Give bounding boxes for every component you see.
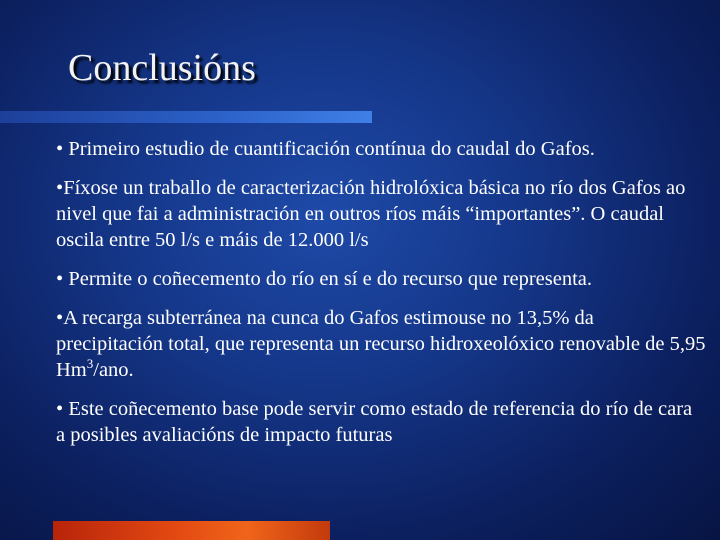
bullet-item [56, 266, 706, 292]
bullet-item [56, 305, 706, 383]
bullet-marker: • [56, 138, 64, 160]
bullet-text-main: A recarga subterránea na cunca do Gafos estimouse no 13,5% da precipitación total, que representa un recurso hidroxeolóxico renovable de 5,95 Hm [56, 307, 706, 381]
title-underline-bar [0, 111, 372, 123]
slide-title: Conclusións [68, 47, 256, 89]
bullet-marker: • [56, 177, 64, 199]
footer-accent-bar [53, 521, 330, 540]
bullet-marker: • [56, 398, 64, 420]
bullet-item [56, 175, 706, 253]
bullet-item [56, 396, 706, 448]
bullet-text: Permite o coñecemento do río en sí e do recurso que representa. [63, 268, 593, 290]
bullet-list [56, 136, 706, 448]
bullet-marker: • [56, 268, 64, 290]
bullet-text: Fíxose un traballo de caracterización hidrolóxica básica no río dos Gafos ao nivel que fai a administración en outros ríos máis “importantes”. O caudal oscila entre 50 l/s e máis de 12.000 l/s [56, 177, 686, 251]
bullet-text [56, 307, 706, 381]
bullet-text: Primeiro estudio de cuantificación contínua do caudal do Gafos. [63, 138, 595, 160]
bullet-text: Este coñecemento base pode servir como estado de referencia do río de cara a posibles avaliacións de impacto futuras [56, 398, 693, 446]
bullet-text-unit: /ano. [93, 359, 134, 381]
bullet-marker: • [56, 307, 64, 329]
bullet-item [56, 136, 706, 162]
superscript-exponent: 3 [86, 356, 94, 372]
